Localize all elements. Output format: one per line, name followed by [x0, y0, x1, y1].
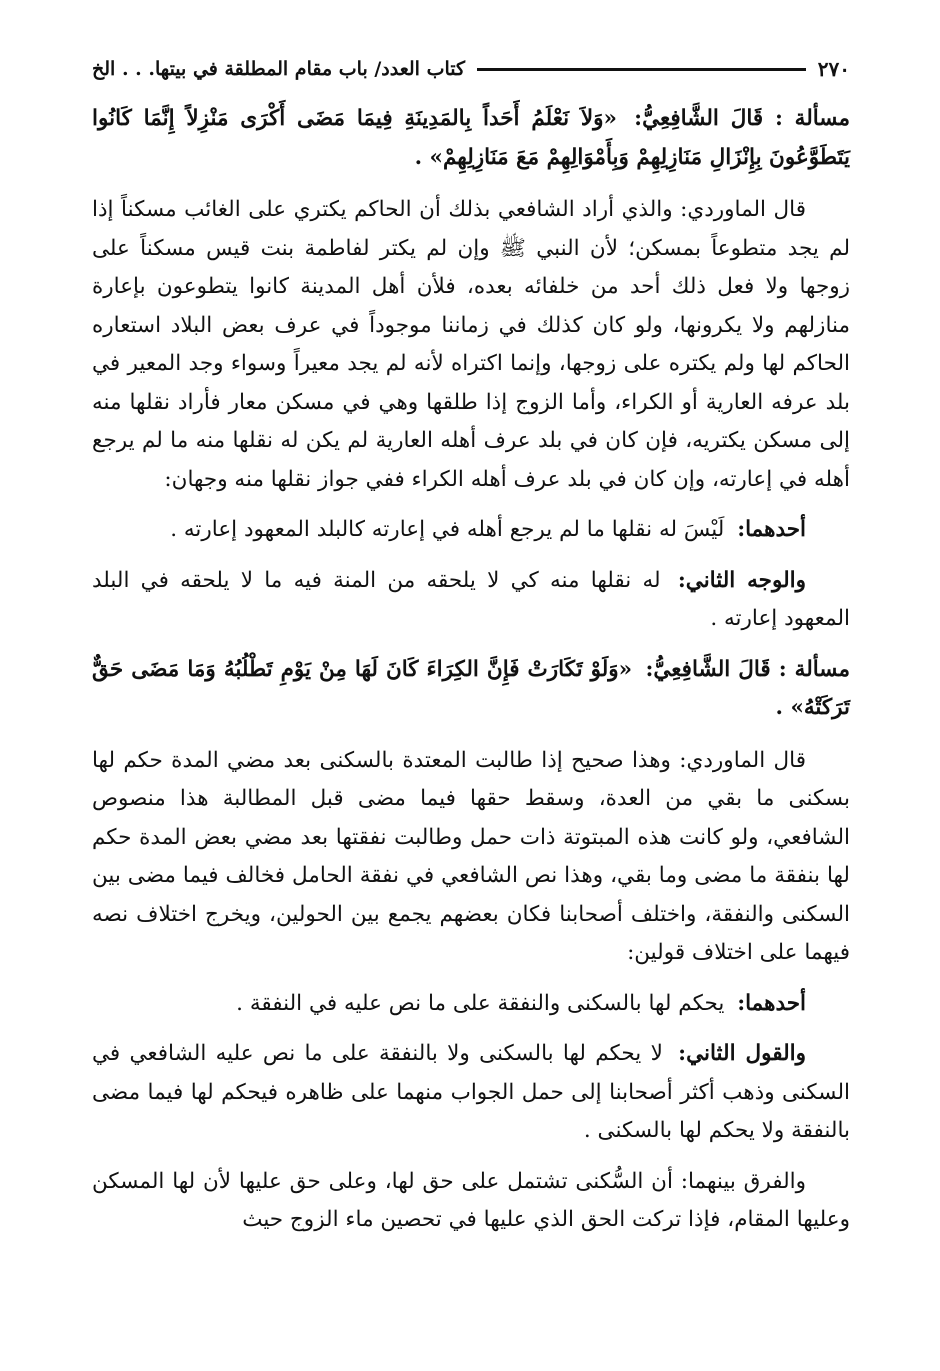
running-title: كتاب العدد/ باب مقام المطلقة في بيتها. . . الخ	[92, 58, 466, 80]
opinion-paragraph	[92, 985, 850, 1024]
book-page	[92, 52, 850, 1352]
masala-paragraph	[92, 100, 850, 177]
masala-paragraph	[92, 651, 850, 728]
page-number: ٢٧٠	[817, 57, 850, 81]
opinion-label: أحدهما:	[737, 990, 806, 1016]
opinion-text: له نقلها منه كي لا يلحقه من المنة فيه ما لا يلحقه في البلد المعهود إعارته .	[92, 567, 850, 631]
opinion-label: أحدهما:	[737, 517, 806, 542]
page-body	[92, 100, 850, 1240]
running-head	[92, 52, 850, 86]
opinion-label: والقول الثاني:	[678, 1041, 806, 1066]
body-paragraph: قال الماوردي: والذي أراد الشافعي بذلك أن الحاكم يكتري على الغائب مسكناً إذا لم يجد متطوعاً بمسكن؛ لأن النبي ﷺ وإن لم يكتر لفاطمة بنت قيس مسكناً على زوجها ولا فعل ذلك أحد من خلفائه بعده، فلأن أهل المدينة كانوا يتطوعون بإعارة منازلهم ولا يكرونها، ولو كان كذلك في زماننا موجوداً في عرف بعض البلاد استعاره الحاكم لها ولم يكتره على زوجها، وإنما اكتراه لأنه لم يجد معيراً وسواء وجد المعير في بلد عرفه العارية أو الكراء، وأما الزوج إذا طلقها وهي في مسكن معار فأراد نقلها منه إلى مسكن يكتريه، فإن كان في بلد عرف أهله العارية لم يكن له نقلها منه ما لم يرجع أهله في إعارته، وإن كان في بلد عرف أهله الكراء ففي جواز نقلها منه وجهان:	[92, 197, 850, 492]
masala-label: مسألة : قَالَ الشَّافِعِيُّ:	[634, 106, 850, 131]
masala-label: مسألة : قَالَ الشَّافِعِيُّ:	[645, 656, 850, 682]
opinion-paragraph	[92, 1035, 850, 1151]
opinion-label: والوجه الثاني:	[677, 567, 806, 593]
opinion-text: يحكم لها بالسكنى والنفقة على ما نص عليه في النفقة .	[236, 990, 725, 1016]
header-rule	[477, 68, 806, 71]
opinion-text: لا يحكم لها بالسكنى ولا بالنفقة على ما نص عليه الشافعي في السكنى وذهب أكثر أصحابنا إلى حمل الجواب منهما على ظاهره فيحكم لها فيما مضى بالنفقة ولا يحكم لها بالسكنى .	[92, 1041, 850, 1143]
opinion-text: لَيْسَ له نقلها ما لم يرجع أهله في إعارته كالبلد المعهود إعارته .	[170, 517, 725, 542]
body-paragraph: قال الماوردي: وهذا صحيح إذا طالبت المعتدة بالسكنى بعد مضي المدة حكم لها بسكنى ما بقي من العدة، وسقط حقها فيما مضى قبل المطالبة هذا منصوص الشافعي، ولو كانت هذه المبتوتة ذات حمل وطالبت نفقتها بعد مضي بعض المدة حكم لها بنفقة ما مضى وما بقي، وهذا نص الشافعي في نفقة الحامل فخالف فيما مضى بين السكنى والنفقة، واختلف أصحابنا فكان بعضهم يجمع بين الحولين، ويخرج اختلاف نصه فيهما على اختلاف قولين:	[92, 747, 850, 965]
opinion-paragraph	[92, 562, 850, 639]
shafii-quote: «وَلَوْ تَكَارَتْ فَإِنَّ الكِرَاءَ كَانَ لَهَا مِنْ يَوْمِ تَطْلُبُهُ وَمَا مَضَى حَقٌّ تَرَكَتْهُ» .	[92, 656, 850, 720]
shafii-quote: «وَلاَ نَعْلَمُ أَحَداً بِالمَدِينَةِ فِيمَا مَضَى أَكْرَى مَنْزِلاً إِنَّمَا كَانُوا يَتَطَوَّعُونَ بِإِنْزَالِ مَنَازِلِهِمْ وَبِأَمْوَالِهِمْ مَعَ مَنَازِلِهِمْ» .	[92, 106, 850, 170]
opinion-paragraph	[92, 511, 850, 550]
body-paragraph: والفرق بينهما: أن السُّكنى تشتمل على حق لها، وعلى حق عليها لأن لها المسكن وعليها المقام، فإذا تركت الحق الذي عليها في تحصين ماء الزوج حيث	[92, 1168, 850, 1232]
